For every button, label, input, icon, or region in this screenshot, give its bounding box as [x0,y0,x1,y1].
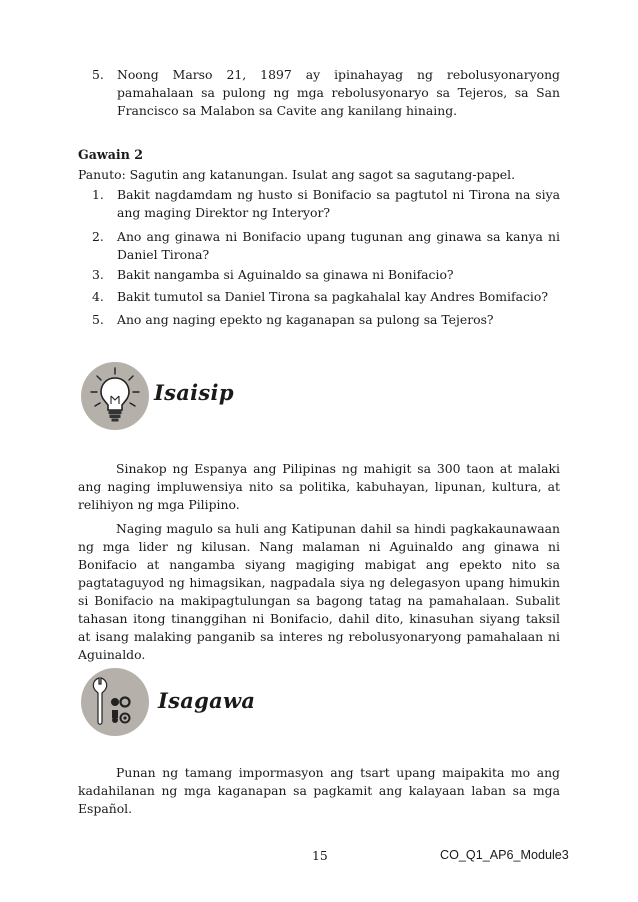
question-number: 5. [92,312,104,327]
isagawa-paragraph: Punan ng tamang impormasyon ang tsart upang maipakita mo ang kadahilanan ng mga kaganapan sa pagkamit ang kalayaan laban sa mga Español. [78,765,560,816]
isaisip-paragraph: Sinakop ng Espanya ang Pilipinas ng mahigit sa 300 taon at malaki ang naging impluwensiya nito sa politika, kabuhayan, lipunan, kultura, at relihiyon ng mga Pilipino. [78,461,560,512]
question-item [92,266,560,284]
question-number: 4. [92,289,104,304]
section-title-isagawa: Isagawa [158,688,256,713]
question-number: 3. [92,267,104,282]
question-text: Bakit nangamba si Aguinaldo sa ginawa ni Bonifacio? [117,267,454,282]
item-text: Noong Marso 21, 1897 ay ipinahayag ng rebolusyonaryong pamahalaan sa pulong ng mga rebolusyonaryo sa Tejeros, sa San Francisco sa Malabon sa Cavite ang kanilang hinaing. [117,67,560,118]
item-number: 5. [92,67,104,82]
page-number: 15 [312,848,328,863]
gawain-instruction: Panuto: Sagutin ang katanungan. Isulat ang sagot sa sagutang-papel. [78,167,516,182]
question-item [92,228,560,264]
lightbulb-icon [81,362,149,430]
question-text: Ano ang naging epekto ng kaganapan sa pulong sa Tejeros? [117,312,494,327]
isaisip-paragraph: Naging magulo sa huli ang Katipunan dahil sa hindi pagkakaunawaan ng mga lider ng kilusan. Nang malaman ni Aguinaldo ang ginawa ni Bonifacio at nangamba siyang magiging mabigat ang epekto nito sa pagtataguyod ng himagsikan, nagpadala siya ng delegasyon upang himukin si Bonifacio na makipagtulungan sa bagong tatag na pamahalaan. Subalit tahasan itong tinanggihan ni Bonifacio, dahil dito, kinasuhan siyang taksil at isang malaking panganib sa interes ng rebolusyonaryong pamahalaan ni Aguinaldo. [78,521,560,662]
question-text: Bakit nagdamdam ng husto si Bonifacio sa pagtutol ni Tirona na siya ang maging Direktor ng Interyor? [117,187,560,220]
gawain-heading: Gawain 2 [78,147,144,162]
question-text: Bakit tumutol sa Daniel Tirona sa pagkahalal kay Andres Bomifacio? [117,289,548,304]
question-number: 1. [92,187,104,202]
question-item [92,288,560,306]
list-item [92,66,560,120]
tools-icon [81,668,149,736]
question-item [92,186,560,222]
section-title-isaisip: Isaisip [154,380,234,405]
question-text: Ano ang ginawa ni Bonifacio upang tugunan ang ginawa sa kanya ni Daniel Tirona? [117,229,560,262]
question-number: 2. [92,229,104,244]
question-item [92,311,560,329]
module-code: CO_Q1_AP6_Module3 [440,848,569,862]
